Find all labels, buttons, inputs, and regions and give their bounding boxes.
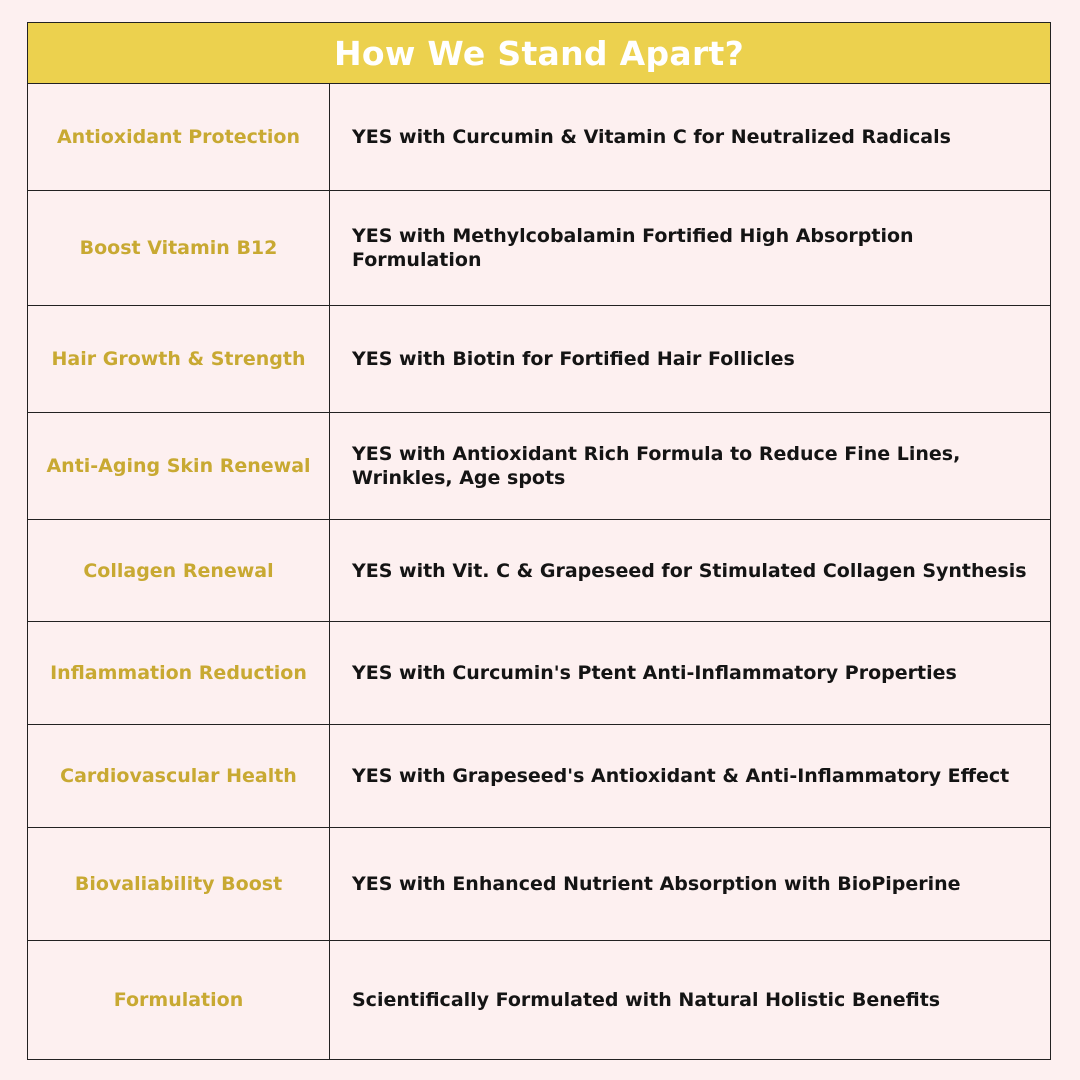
table-row (28, 306, 1050, 413)
feature-cell: Biovaliability Boost (28, 828, 330, 940)
feature-cell: Collagen Renewal (28, 520, 330, 621)
feature-cell: Inflammation Reduction (28, 622, 330, 724)
detail-cell: YES with Antioxidant Rich Formula to Reduce Fine Lines, Wrinkles, Age spots (352, 443, 961, 489)
detail-cell: YES with Vit. C & Grapeseed for Stimulated Collagen Synthesis (352, 559, 1027, 582)
detail-cell: YES with Curcumin's Ptent Anti-Inflammatory Properties (352, 662, 957, 684)
table-title: How We Stand Apart? (333, 33, 745, 73)
table-row (28, 84, 1050, 191)
table-header (28, 23, 1050, 84)
table-row (28, 413, 1050, 520)
table-row (28, 622, 1050, 725)
table-row (28, 191, 1050, 306)
detail-cell: YES with Curcumin & Vitamin C for Neutralized Radicals (352, 126, 951, 148)
detail-cell: YES with Grapeseed's Antioxidant & Anti-Inflammatory Effect (352, 765, 1010, 787)
feature-cell: Boost Vitamin B12 (28, 191, 330, 305)
feature-cell: Hair Growth & Strength (28, 306, 330, 412)
feature-cell: Formulation (28, 941, 330, 1059)
table-row (28, 725, 1050, 828)
detail-cell: YES with Enhanced Nutrient Absorption with BioPiperine (352, 873, 961, 895)
feature-cell: Cardiovascular Health (28, 725, 330, 827)
feature-cell: Antioxidant Protection (28, 84, 330, 190)
comparison-table (27, 22, 1051, 1060)
detail-cell: Scientifically Formulated with Natural Holistic Benefits (352, 989, 941, 1011)
table-row (28, 828, 1050, 941)
detail-cell: YES with Biotin for Fortified Hair Follicles (352, 348, 795, 370)
feature-cell: Anti-Aging Skin Renewal (28, 413, 330, 519)
table-row (28, 941, 1050, 1059)
detail-cell: YES with Methylcobalamin Fortified High Absorption Formulation (352, 225, 914, 271)
table-row (28, 520, 1050, 622)
